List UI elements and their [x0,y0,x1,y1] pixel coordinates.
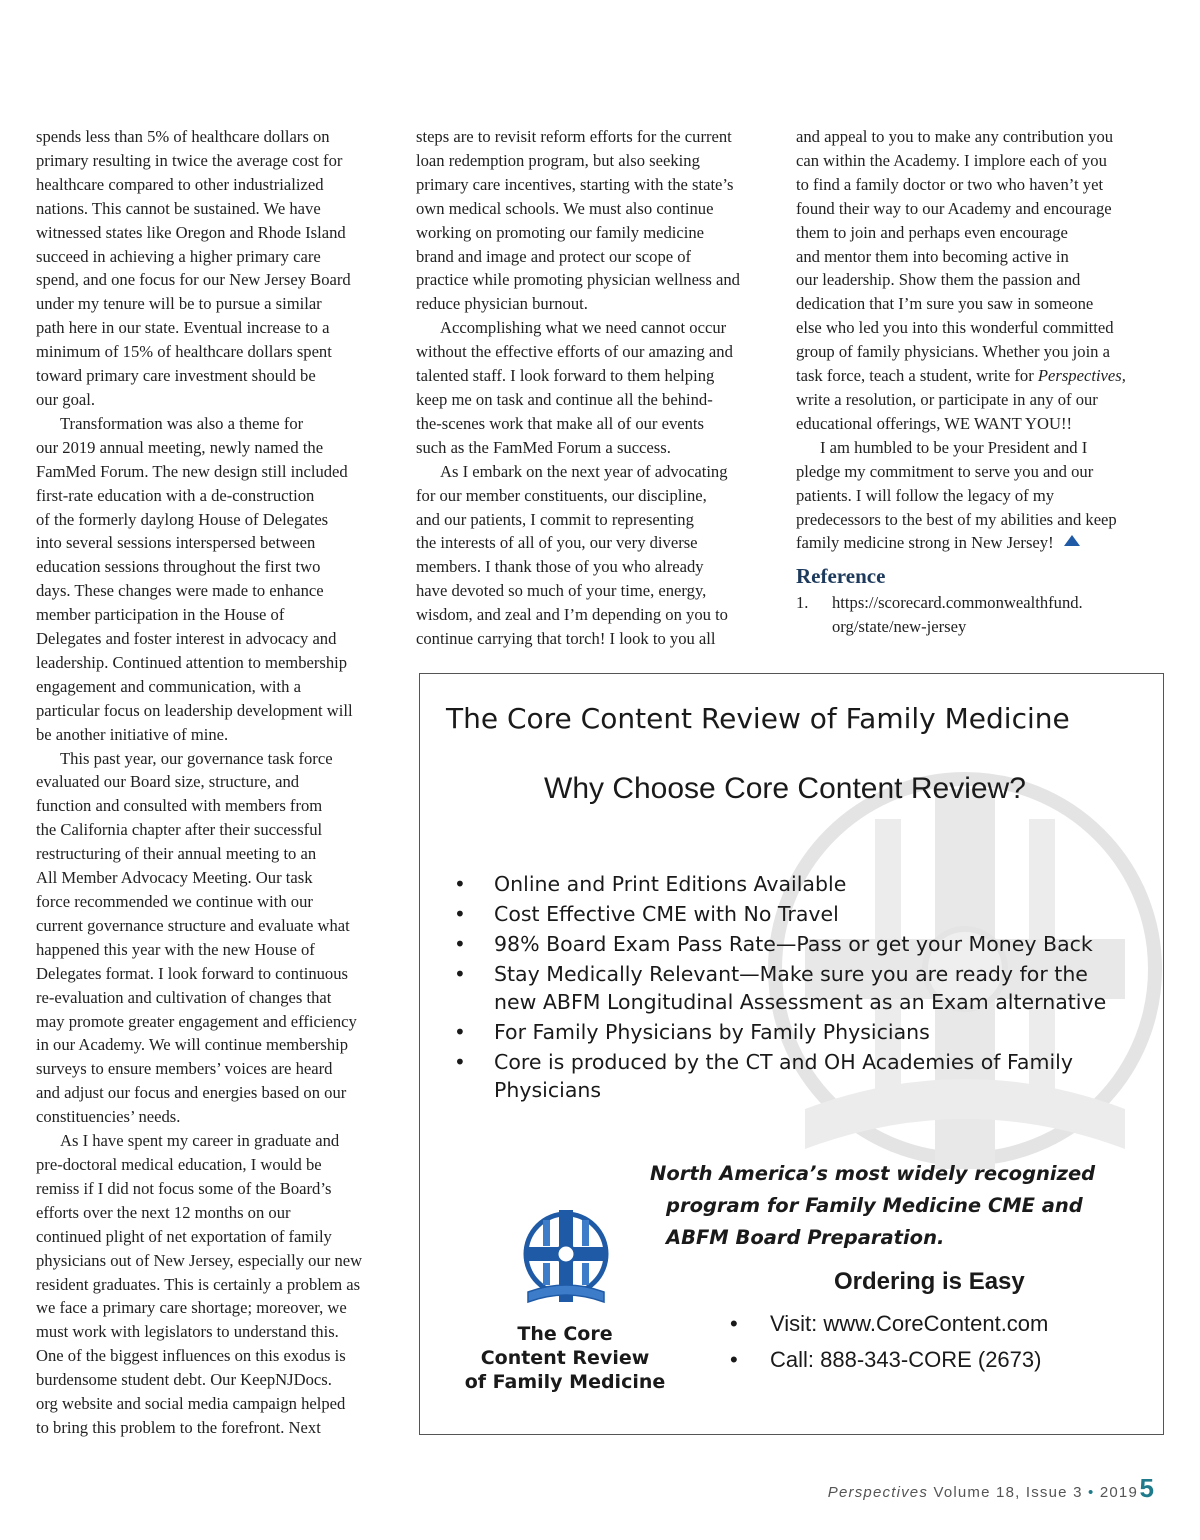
article-line: talented staff. I look forward to them helping [416,366,715,386]
core-content-logo-icon [518,1202,614,1312]
article-line: evaluated our Board size, structure, and [36,772,300,792]
article-line: burdensome student debt. Our KeepNJDocs. [36,1370,332,1390]
article-line: continue carrying that torch! I look to you all [416,629,716,649]
article-line: task force, teach a student, write for Perspectives, [796,366,1126,386]
article-line: healthcare compared to other industrialized [36,174,324,194]
article-line: re-evaluation and cultivation of changes that [36,987,332,1007]
article-line: efforts over the next 12 months on our [36,1202,291,1222]
ad-tagline: North America’s most widely recognized program for Family Medicine CME and ABFM Board Preparation. [650,1162,1096,1249]
ordering-title: Ordering is Easy [834,1268,1025,1295]
reference-item [796,591,1156,639]
article-line: may promote greater engagement and efficiency [36,1011,357,1031]
core-content-advertisement [419,673,1164,1435]
article-line: surveys to ensure members’ voices are heard [36,1059,333,1079]
article-line: we face a primary care shortage; moreover, we [36,1298,347,1318]
article-line: FamMed Forum. The new design still included [36,461,348,481]
ad-benefit-item: • For Family Physicians by Family Physicians [450,1018,1106,1046]
article-line: spend, and one focus for our New Jersey Board [36,270,351,290]
article-line: the California chapter after their successful [36,820,323,840]
article-line: path here in our state. Eventual increase to a [36,318,330,338]
article-line: toward primary care investment should be [36,366,316,386]
article-line: This past year, our governance task force [60,748,333,768]
article-line: write a resolution, or participate in any of our [796,389,1098,409]
article-line: such as the FamMed Forum a success. [416,437,671,457]
article-line: org website and social media campaign helped [36,1394,346,1414]
ad-benefit-item: • Cost Effective CME with No Travel [450,900,1106,928]
article-line: in our Academy. We will continue membership [36,1035,349,1055]
issue-info: Volume 18, Issue 3 [933,1484,1083,1501]
article-line: reduce physician burnout. [416,294,588,314]
article-line: leadership. Continued attention to membership [36,652,348,672]
article-line: own medical schools. We must also continue [416,198,714,218]
article-line: keep me on task and continue all the behind- [416,389,713,409]
article-line: patients. I will follow the legacy of my [796,485,1055,505]
article-line: resident graduates. This is certainly a problem as [36,1274,361,1294]
article-line: must work with legislators to understand this. [36,1322,339,1342]
ad-benefits-list [450,870,1106,1106]
article-line: under my tenure will be to pursue a similar [36,294,322,314]
article-line: and adjust our focus and energies based on our [36,1083,347,1103]
article-line: constituencies’ needs. [36,1107,181,1127]
page-number: 5 [1139,1473,1154,1503]
article-line: Delegates and foster interest in advocacy and [36,629,337,649]
issue-year: 2019 [1099,1484,1138,1501]
article-line: engagement and communication, with a [36,676,301,696]
article-line: Accomplishing what we need cannot occur [440,318,727,338]
article-line: restructuring of their annual meeting to an [36,844,317,864]
article-line: into several sessions interspersed between [36,533,316,553]
article-line: current governance structure and evaluate what [36,915,350,935]
article-line: predecessors to the best of my abilities and keep [796,509,1117,529]
article-line: loan redemption program, but also seeking [416,150,700,170]
article-line: to bring this problem to the forefront. Next [36,1417,321,1437]
article-line: our leadership. Show them the passion and [796,270,1081,290]
article-line: nations. This cannot be sustained. We have [36,198,321,218]
article-line: pledge my commitment to serve you and our [796,461,1094,481]
article-line: of the formerly daylong House of Delegates [36,509,329,529]
article-line: As I have spent my career in graduate and [60,1131,340,1151]
magazine-name: Perspectives [827,1484,929,1501]
article-line: to find a family doctor or two who haven’t yet [796,174,1104,194]
reference-url-line-2[interactable]: org/state/new-jersey [832,617,967,637]
article-line: have devoted so much of your time, energy, [416,581,707,601]
article-line: group of family physicians. Whether you join a [796,342,1110,362]
reference-url-line-1[interactable]: https://scorecard.commonwealthfund. [832,593,1083,613]
article-line: for our member constituents, our discipline, [416,485,707,505]
reference-number: 1. [796,593,809,613]
ad-benefit-item: • 98% Board Exam Pass Rate—Pass or get your Money Back [450,930,1106,958]
article-line: and appeal to you to make any contribution you [796,127,1114,146]
article-line: witnessed states like Oregon and Rhode Island [36,222,346,242]
article-line: brand and image and protect our scope of [416,246,692,266]
article-line: first-rate education with a de-construction [36,485,315,505]
article-line: can within the Academy. I implore each of you [796,150,1107,170]
article-column-2 [416,125,776,651]
ad-benefit-item: • Core is produced by the CT and OH Academies of Family Physicians [450,1048,1106,1104]
article-line: continued plight of net exportation of family [36,1226,332,1246]
article-line: practice while promoting physician wellness and [416,270,740,290]
article-line: force recommended we continue with our [36,892,313,911]
ad-subtitle: Why Choose Core Content Review? [544,772,1026,805]
article-line: the-scenes work that make all of our events [416,413,704,433]
article-line: be another initiative of mine. [36,724,229,744]
article-column-3 [796,125,1156,639]
article-line: education sessions throughout the first two [36,557,321,577]
article-line: One of the biggest influences on this exodus is [36,1346,346,1366]
article-line: without the effective efforts of our amazing and [416,342,733,362]
article-line: member participation in the House of [36,605,285,625]
article-line: days. These changes were made to enhance [36,581,324,601]
article-line: As I embark on the next year of advocating [440,461,728,481]
article-line: and mentor them into becoming active in [796,246,1069,266]
article-line: Delegates format. I look forward to continuous [36,963,348,983]
article-line: else who led you into this wonderful committed [796,318,1114,338]
article-line: succeed in achieving a higher primary care [36,246,321,266]
article-line: educational offerings, WE WANT YOU!! [796,413,1073,433]
ad-title: The Core Content Review of Family Medicine [446,702,1070,735]
page-footer [828,1484,1138,1501]
end-of-article-triangle-icon [1064,535,1080,546]
ordering-list [730,1306,1048,1378]
ordering-phone-link[interactable]: • Call: 888-343-CORE (2673) [730,1342,1048,1378]
ordering-website-link[interactable]: • Visit: www.CoreContent.com [730,1306,1048,1342]
article-line: our 2019 annual meeting, newly named the [36,437,324,457]
article-line: primary resulting in twice the average cost for [36,150,343,170]
article-line: and our patients, I commit to representing [416,509,694,529]
reference-heading: Reference [796,564,886,589]
article-line: particular focus on leadership development will [36,700,353,720]
ad-benefit-item: • Stay Medically Relevant—Make sure you are ready for the new ABFM Longitudinal Assessment as an Exam alternative [450,960,1106,1016]
article-line: members. I thank those of you who already [416,557,704,577]
article-line: happened this year with the new House of [36,939,315,959]
article-line: remiss if I did not focus some of the Board’s [36,1178,332,1198]
article-line: Transformation was also a theme for [60,413,304,433]
article-line: family medicine strong in New Jersey! [796,533,1054,553]
article-line: our goal. [36,389,95,409]
article-line: the interests of all of you, our very diverse [416,533,698,553]
article-line: All Member Advocacy Meeting. Our task [36,868,313,888]
article-line: minimum of 15% of healthcare dollars spent [36,342,332,362]
article-line: steps are to revisit reform efforts for the current [416,127,732,146]
article-line: them to join and perhaps even encourage [796,222,1068,242]
article-line: physicians out of New Jersey, especially our new [36,1250,363,1270]
footer-separator: • [1088,1484,1095,1501]
ad-benefit-item: • Online and Print Editions Available [450,870,1106,898]
article-line: wisdom, and zeal and I’m depending on you to [416,605,728,625]
article-line: pre-doctoral medical education, I would be [36,1154,322,1174]
article-line: primary care incentives, starting with the state’s [416,174,734,194]
article-line: dedication that I’m sure you saw in someone [796,294,1094,314]
logo-wordmark: The Core Content Review of Family Medicine [464,1323,666,1393]
article-line: found their way to our Academy and encourage [796,198,1112,218]
article-line: spends less than 5% of healthcare dollars on [36,127,330,146]
article-line: working on promoting our family medicine [416,222,705,242]
article-column-1 [36,125,396,1440]
article-line: function and consulted with members from [36,796,323,816]
article-line: I am humbled to be your President and I [820,437,1088,457]
